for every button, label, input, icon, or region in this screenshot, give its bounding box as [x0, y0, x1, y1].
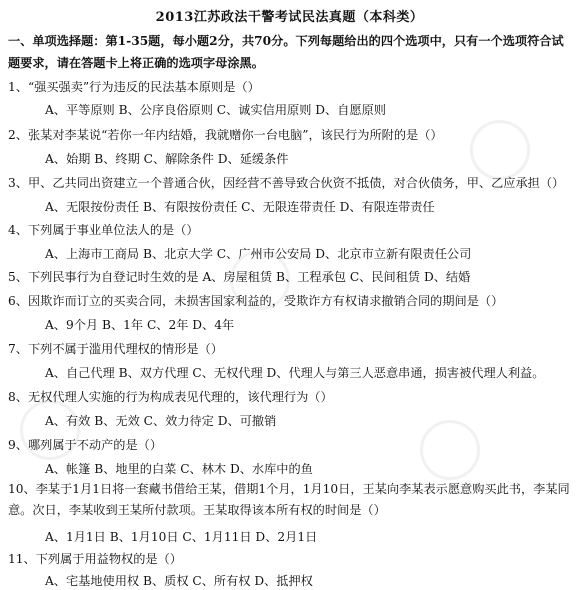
- watermark-logo: [470, 120, 530, 180]
- watermark-logo: [420, 420, 480, 480]
- question-options-2: A、始期 B、终期 C、解除条件 D、延缓条件: [45, 152, 289, 166]
- question-options-3: A、无限按份责任 B、有限按份责任 C、无限连带责任 D、有限连带责任: [45, 200, 435, 214]
- question-options-10: A、1月1日 B、1月10日 C、1月11日 D、2月1日: [45, 530, 318, 544]
- question-stem-10: 10、李某于1月1日将一套藏书借给王某，借期1个月，1月10日，王某向李某表示愿意购买此书，李某同意。次日，李某收到王某所付款项。王某取得该本所有权的时间是（）: [8, 482, 570, 517]
- section-heading: 一、单项选择题：第1-35题，每小题2分，共70分。下列每题给出的四个选项中，只有一个选项符合试题要求，请在答题卡上将正确的选项字母涂黑。: [8, 34, 564, 70]
- question-stem-2: 2、张某对李某说“若你一年内结婚，我就赠你一台电脑”，该民行为所附的是（）: [8, 128, 443, 142]
- question-options-8: A、有效 B、无效 C、效力待定 D、可撤销: [45, 414, 277, 428]
- question-stem-9: 9、哪列属于不动产的是（）: [8, 438, 163, 452]
- question-options-7: A、自己代理 B、双方代理 C、无权代理 D、代理人与第三人恶意串通，损害被代理人利益。: [45, 366, 545, 380]
- question-stem-8: 8、无权代理人实施的行为构成表见代理的，该代理行为（）: [8, 390, 333, 404]
- document-title: 2013江苏政法干警考试民法真题（本科类）: [155, 10, 424, 25]
- question-options-6: A、9个月 B、1年 C、2年 D、4年: [45, 318, 235, 332]
- question-options-4: A、上海市工商局 B、北京大学 C、广州市公安局 D、北京市立新有限责任公司: [45, 247, 472, 261]
- question-stem-7: 7、下列不属于滥用代理权的情形是（）: [8, 342, 223, 356]
- question-stem-5: 5、下列民事行为自登记时生效的是 A、房屋租赁 B、工程承包 C、民间租赁 D、结婚: [8, 270, 471, 284]
- question-stem-1: 1、“强买强卖”行为违反的民法基本原则是（）: [8, 80, 260, 94]
- question-options-11: A、宅基地使用权 B、质权 C、所有权 D、抵押权: [45, 574, 313, 588]
- question-stem-11: 11、下列属于用益物权的是（）: [8, 552, 182, 566]
- question-stem-6: 6、因欺诈而订立的买卖合同，未损害国家利益的，受欺诈方有权请求撤销合同的期间是（）: [8, 294, 504, 308]
- question-stem-3: 3、甲、乙共同出资建立一个普通合伙，因经营不善导致合伙资不抵债，对合伙债务，甲、乙应承担（）: [8, 176, 565, 190]
- question-stem-4: 4、下列属于事业单位法人的是（）: [8, 223, 199, 237]
- question-options-9: A、帐篷 B、地里的白菜 C、林木 D、水库中的鱼: [45, 462, 313, 476]
- question-options-1: A、平等原则 B、公序良俗原则 C、诚实信用原则 D、自愿原则: [45, 103, 386, 117]
